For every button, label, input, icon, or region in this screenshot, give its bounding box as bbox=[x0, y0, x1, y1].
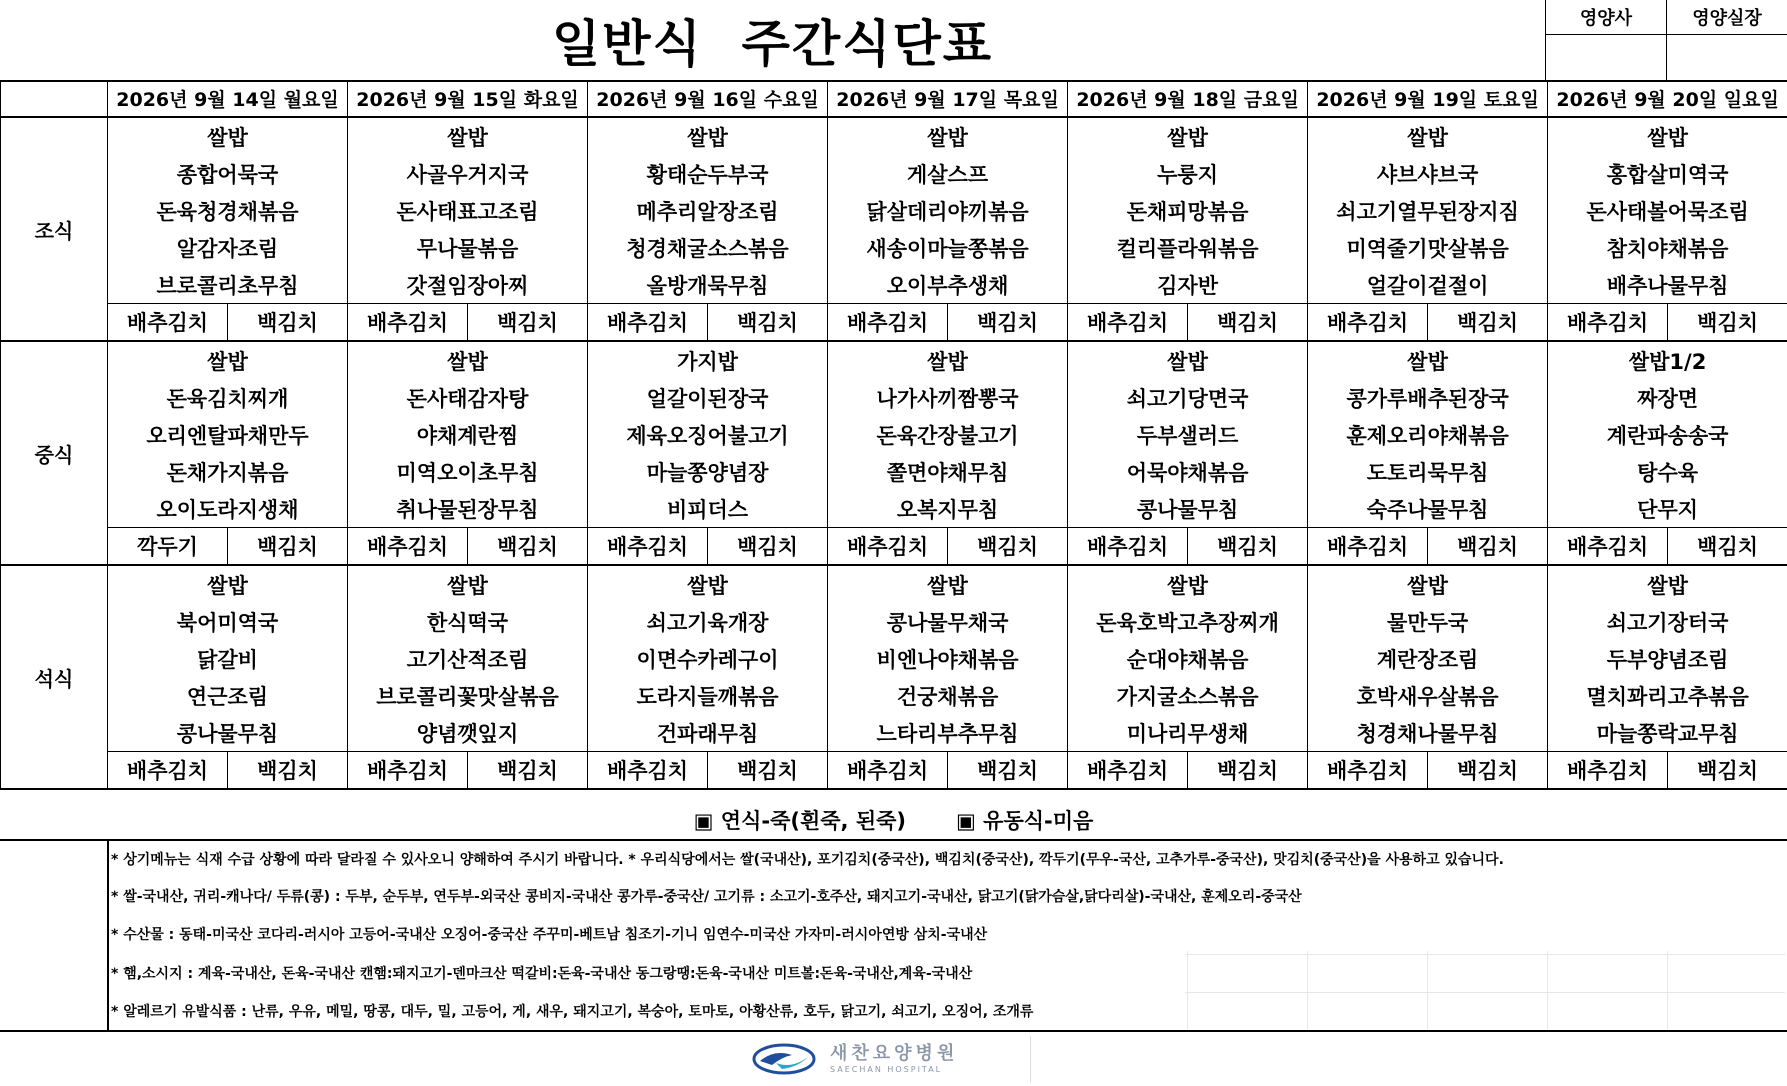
signature-label-head-dietitian: 영양실장 bbox=[1667, 0, 1787, 35]
menu-item: 쌀밥 bbox=[828, 341, 1068, 379]
menu-item: 돈사태표고조림 bbox=[348, 192, 588, 229]
menu-item: 마늘쫑양념장 bbox=[588, 453, 828, 490]
menu-row bbox=[1, 603, 1787, 640]
menu-item: 도토리묵무침 bbox=[1308, 453, 1548, 490]
menu-item: 비엔나야채볶음 bbox=[828, 640, 1068, 677]
menu-item: 두부양념조림 bbox=[1548, 640, 1787, 677]
menu-item: 게살스프 bbox=[828, 155, 1068, 192]
menu-item: 브로콜리꽃맛살볶음 bbox=[348, 677, 588, 714]
hospital-logo bbox=[726, 1036, 1031, 1082]
kimchi-item: 깍두기 bbox=[108, 528, 228, 566]
meal-label: 조식 bbox=[1, 117, 108, 341]
menu-item: 돈육김치찌개 bbox=[108, 379, 348, 416]
kimchi-item: 백김치 bbox=[228, 528, 348, 566]
menu-row bbox=[1, 640, 1787, 677]
menu-item: 건궁채볶음 bbox=[828, 677, 1068, 714]
menu-item: 쌀밥 bbox=[828, 565, 1068, 603]
note-allergens: * 알레르기 유발식품 : 난류, 우유, 메밀, 땅콩, 대두, 밀, 고등어, 게, 새우, 돼지고기, 복숭아, 토마토, 아황산류, 호두, 닭고기, 쇠고기, 오징어, 조개류 bbox=[111, 1004, 1034, 1020]
day-header: 2026년 9월 17일 목요일 bbox=[828, 81, 1068, 118]
kimchi-item: 백김치 bbox=[1668, 752, 1787, 790]
kimchi-item: 배추김치 bbox=[588, 528, 708, 566]
menu-item: 종합어묵국 bbox=[108, 155, 348, 192]
menu-item: 오이부추생채 bbox=[828, 266, 1068, 304]
menu-row bbox=[1, 490, 1787, 528]
menu-item: 쌀밥1/2 bbox=[1548, 341, 1787, 379]
menu-item: 쌀밥 bbox=[588, 117, 828, 155]
kimchi-item: 백김치 bbox=[1428, 528, 1548, 566]
menu-item: 멸치꽈리고추볶음 bbox=[1548, 677, 1787, 714]
menu-item: 쌀밥 bbox=[1308, 565, 1548, 603]
kimchi-row bbox=[1, 752, 1787, 790]
kimchi-item: 백김치 bbox=[1428, 752, 1548, 790]
menu-item: 돈육간장불고기 bbox=[828, 416, 1068, 453]
menu-row bbox=[1, 192, 1787, 229]
menu-item: 오리엔탈파채만두 bbox=[108, 416, 348, 453]
menu-item: 청경채나물무침 bbox=[1308, 714, 1548, 752]
menu-item: 쌀밥 bbox=[1308, 341, 1548, 379]
menu-item: 북어미역국 bbox=[108, 603, 348, 640]
menu-item: 돈채가지볶음 bbox=[108, 453, 348, 490]
kimchi-item: 백김치 bbox=[948, 752, 1068, 790]
menu-item: 양념깻잎지 bbox=[348, 714, 588, 752]
menu-item: 나가사끼짬뽕국 bbox=[828, 379, 1068, 416]
kimchi-item: 백김치 bbox=[948, 304, 1068, 342]
kimchi-item: 배추김치 bbox=[1548, 752, 1668, 790]
menu-item: 가지밥 bbox=[588, 341, 828, 379]
menu-item: 얼갈이겉절이 bbox=[1308, 266, 1548, 304]
note-origin-rice-meat: * 쌀-국내산, 귀리-캐나다/ 두류(콩) : 두부, 순두부, 연두부-외국산 콩비지-국내산 콩가루-중국산/ 고기류 : 소고기-호주산, 돼지고기-국내산, 닭고기(닭가슴살,닭다리살)-국내산, 훈제오리-중국산 bbox=[111, 889, 1302, 905]
menu-item: 도라지들깨볶음 bbox=[588, 677, 828, 714]
kimchi-item: 배추김치 bbox=[108, 752, 228, 790]
day-header: 2026년 9월 16일 수요일 bbox=[588, 81, 828, 118]
faint-gridline bbox=[1307, 951, 1308, 1030]
menu-item: 탕수육 bbox=[1548, 453, 1787, 490]
notes-label-cell bbox=[0, 841, 109, 1030]
day-header-row bbox=[1, 81, 1787, 118]
menu-item: 쌀밥 bbox=[1068, 341, 1308, 379]
kimchi-item: 백김치 bbox=[228, 304, 348, 342]
day-header: 2026년 9월 14일 월요일 bbox=[108, 81, 348, 118]
menu-item: 올방개묵무침 bbox=[588, 266, 828, 304]
menu-item: 참치야채볶음 bbox=[1548, 229, 1787, 266]
menu-item: 훈제오리야채볶음 bbox=[1308, 416, 1548, 453]
soft-diet-notice: ▣ 연식-죽(흰죽, 된죽) bbox=[693, 809, 907, 833]
menu-item: 콩나물무침 bbox=[1068, 490, 1308, 528]
menu-item: 미역줄기맛살볶음 bbox=[1308, 229, 1548, 266]
menu-item: 새송이마늘쫑볶음 bbox=[828, 229, 1068, 266]
meal-label: 중식 bbox=[1, 341, 108, 565]
signature-field-head-dietitian[interactable] bbox=[1667, 35, 1787, 80]
menu-item: 쌀밥 bbox=[1548, 565, 1787, 603]
diet-notice bbox=[0, 801, 1787, 841]
day-header: 2026년 9월 15일 화요일 bbox=[348, 81, 588, 118]
kimchi-item: 백김치 bbox=[1668, 304, 1787, 342]
menu-item: 두부샐러드 bbox=[1068, 416, 1308, 453]
menu-row bbox=[1, 266, 1787, 304]
kimchi-row bbox=[1, 304, 1787, 342]
page-title: 일반식 주간식단표 bbox=[551, 15, 994, 73]
menu-item: 미나리무생채 bbox=[1068, 714, 1308, 752]
kimchi-item: 백김치 bbox=[708, 528, 828, 566]
kimchi-item: 배추김치 bbox=[828, 304, 948, 342]
kimchi-item: 배추김치 bbox=[348, 304, 468, 342]
menu-item: 짜장면 bbox=[1548, 379, 1787, 416]
day-header: 2026년 9월 18일 금요일 bbox=[1068, 81, 1308, 118]
menu-item: 순대야채볶음 bbox=[1068, 640, 1308, 677]
menu-row bbox=[1, 155, 1787, 192]
faint-gridline bbox=[1667, 951, 1668, 1030]
kimchi-item: 배추김치 bbox=[108, 304, 228, 342]
menu-item: 컬리플라워볶음 bbox=[1068, 229, 1308, 266]
kimchi-item: 백김치 bbox=[468, 528, 588, 566]
corner-cell bbox=[1, 81, 108, 118]
kimchi-row bbox=[1, 528, 1787, 566]
menu-item: 청경채굴소스볶음 bbox=[588, 229, 828, 266]
kimchi-item: 배추김치 bbox=[1548, 304, 1668, 342]
menu-item: 쌀밥 bbox=[348, 341, 588, 379]
menu-item: 무나물볶음 bbox=[348, 229, 588, 266]
menu-item: 쇠고기장터국 bbox=[1548, 603, 1787, 640]
menu-item: 취나물된장무침 bbox=[348, 490, 588, 528]
menu-item: 연근조림 bbox=[108, 677, 348, 714]
menu-item: 쇠고기육개장 bbox=[588, 603, 828, 640]
kimchi-item: 배추김치 bbox=[348, 752, 468, 790]
faint-gridline bbox=[1427, 951, 1428, 1030]
menu-item: 미역오이초무침 bbox=[348, 453, 588, 490]
faint-gridline bbox=[1185, 992, 1785, 993]
kimchi-item: 배추김치 bbox=[1548, 528, 1668, 566]
kimchi-item: 백김치 bbox=[1428, 304, 1548, 342]
menu-item: 황태순두부국 bbox=[588, 155, 828, 192]
kimchi-item: 백김치 bbox=[1188, 528, 1308, 566]
menu-item: 알감자조림 bbox=[108, 229, 348, 266]
menu-item: 메추리알장조림 bbox=[588, 192, 828, 229]
menu-item: 돈육호박고추장찌개 bbox=[1068, 603, 1308, 640]
menu-row bbox=[1, 229, 1787, 266]
liquid-diet-notice: ▣ 유동식-미음 bbox=[956, 809, 1094, 833]
kimchi-item: 백김치 bbox=[468, 752, 588, 790]
menu-item: 브로콜리초무침 bbox=[108, 266, 348, 304]
menu-item: 쌀밥 bbox=[348, 117, 588, 155]
menu-item: 김자반 bbox=[1068, 266, 1308, 304]
hospital-name-en: SAECHAN HOSPITAL bbox=[830, 1064, 943, 1074]
menu-item: 쇠고기열무된장지짐 bbox=[1308, 192, 1548, 229]
menu-item: 단무지 bbox=[1548, 490, 1787, 528]
menu-item: 누룽지 bbox=[1068, 155, 1308, 192]
kimchi-item: 백김치 bbox=[1188, 752, 1308, 790]
menu-item: 마늘쫑락교무침 bbox=[1548, 714, 1787, 752]
signature-field-dietitian[interactable] bbox=[1546, 35, 1666, 80]
menu-item: 쌀밥 bbox=[348, 565, 588, 603]
note-origin-ham: * 햄,소시지 : 계육-국내산, 돈육-국내산 캔햄:돼지고기-덴마크산 떡갈비:돈육-국내산 동그랑땡:돈육-국내산 미트볼:돈육-국내산,계육-국내산 bbox=[111, 966, 973, 982]
menu-row bbox=[1, 453, 1787, 490]
kimchi-item: 백김치 bbox=[468, 304, 588, 342]
menu-item: 호박새우살볶음 bbox=[1308, 677, 1548, 714]
faint-gridline bbox=[1185, 954, 1785, 955]
kimchi-item: 백김치 bbox=[228, 752, 348, 790]
menu-item: 배추나물무침 bbox=[1548, 266, 1787, 304]
menu-item: 홍합살미역국 bbox=[1548, 155, 1787, 192]
kimchi-item: 배추김치 bbox=[1308, 752, 1428, 790]
notes-section bbox=[0, 841, 1787, 1032]
menu-item: 얼갈이된장국 bbox=[588, 379, 828, 416]
menu-item: 쌀밥 bbox=[1548, 117, 1787, 155]
menu-item: 돈사태볼어묵조림 bbox=[1548, 192, 1787, 229]
kimchi-item: 배추김치 bbox=[348, 528, 468, 566]
menu-item: 어묵야채볶음 bbox=[1068, 453, 1308, 490]
menu-item: 계란파송송국 bbox=[1548, 416, 1787, 453]
day-header: 2026년 9월 20일 일요일 bbox=[1548, 81, 1787, 118]
menu-item: 느타리부추무침 bbox=[828, 714, 1068, 752]
menu-item: 오복지무침 bbox=[828, 490, 1068, 528]
kimchi-item: 배추김치 bbox=[1068, 752, 1188, 790]
menu-row bbox=[1, 117, 1787, 155]
menu-item: 콩나물무채국 bbox=[828, 603, 1068, 640]
menu-item: 쌀밥 bbox=[588, 565, 828, 603]
faint-gridline bbox=[1187, 951, 1188, 1030]
menu-item: 건파래무침 bbox=[588, 714, 828, 752]
kimchi-item: 백김치 bbox=[1668, 528, 1787, 566]
menu-item: 쌀밥 bbox=[1068, 117, 1308, 155]
menu-item: 콩나물무침 bbox=[108, 714, 348, 752]
menu-item: 닭살데리야끼볶음 bbox=[828, 192, 1068, 229]
kimchi-item: 백김치 bbox=[708, 304, 828, 342]
menu-item: 쇠고기당면국 bbox=[1068, 379, 1308, 416]
kimchi-item: 배추김치 bbox=[1068, 528, 1188, 566]
title-row bbox=[0, 0, 1787, 82]
kimchi-item: 배추김치 bbox=[1308, 528, 1428, 566]
menu-item: 제육오징어불고기 bbox=[588, 416, 828, 453]
menu-item: 샤브샤브국 bbox=[1308, 155, 1548, 192]
menu-item: 오이도라지생채 bbox=[108, 490, 348, 528]
kimchi-item: 백김치 bbox=[1188, 304, 1308, 342]
approval-box bbox=[1545, 0, 1787, 80]
menu-row bbox=[1, 416, 1787, 453]
kimchi-item: 백김치 bbox=[948, 528, 1068, 566]
hospital-logo-icon bbox=[752, 1043, 816, 1075]
note-origin-seafood: * 수산물 : 동태-미국산 코다리-러시아 고등어-국내산 오징어-중국산 주꾸미-베트남 침조기-기니 임연수-미국산 가자미-러시아연방 삼치-국내산 bbox=[111, 927, 988, 943]
kimchi-item: 배추김치 bbox=[1068, 304, 1188, 342]
menu-item: 숙주나물무침 bbox=[1308, 490, 1548, 528]
menu-item: 돈사태감자탕 bbox=[348, 379, 588, 416]
menu-item: 콩가루배추된장국 bbox=[1308, 379, 1548, 416]
kimchi-item: 배추김치 bbox=[588, 752, 708, 790]
menu-item: 고기산적조림 bbox=[348, 640, 588, 677]
kimchi-item: 배추김치 bbox=[1308, 304, 1428, 342]
menu-item: 갓절임장아찌 bbox=[348, 266, 588, 304]
menu-item: 쌀밥 bbox=[108, 341, 348, 379]
faint-gridline bbox=[1547, 951, 1548, 1030]
signature-label-dietitian: 영양사 bbox=[1546, 0, 1666, 35]
menu-row bbox=[1, 379, 1787, 416]
menu-item: 사골우거지국 bbox=[348, 155, 588, 192]
menu-item: 비피더스 bbox=[588, 490, 828, 528]
menu-item: 돈채피망볶음 bbox=[1068, 192, 1308, 229]
day-header: 2026년 9월 19일 토요일 bbox=[1308, 81, 1548, 118]
menu-item: 쌀밥 bbox=[828, 117, 1068, 155]
menu-item: 닭갈비 bbox=[108, 640, 348, 677]
menu-item: 쌀밥 bbox=[1068, 565, 1308, 603]
menu-item: 야채계란찜 bbox=[348, 416, 588, 453]
menu-table bbox=[0, 80, 1787, 790]
kimchi-item: 배추김치 bbox=[828, 752, 948, 790]
menu-row bbox=[1, 341, 1787, 379]
kimchi-item: 백김치 bbox=[708, 752, 828, 790]
menu-row bbox=[1, 714, 1787, 752]
meal-label: 석식 bbox=[1, 565, 108, 789]
kimchi-item: 배추김치 bbox=[828, 528, 948, 566]
menu-item: 물만두국 bbox=[1308, 603, 1548, 640]
menu-item: 한식떡국 bbox=[348, 603, 588, 640]
hospital-name: 새찬요양병원 bbox=[830, 1042, 959, 1064]
menu-item: 돈육청경채볶음 bbox=[108, 192, 348, 229]
menu-item: 가지굴소스볶음 bbox=[1068, 677, 1308, 714]
menu-item: 쫄면야채무침 bbox=[828, 453, 1068, 490]
menu-item: 이면수카레구이 bbox=[588, 640, 828, 677]
menu-row bbox=[1, 565, 1787, 603]
menu-item: 계란장조림 bbox=[1308, 640, 1548, 677]
menu-row bbox=[1, 677, 1787, 714]
menu-item: 쌀밥 bbox=[108, 117, 348, 155]
note-menu-change: * 상기메뉴는 식재 수급 상황에 따라 달라질 수 있사오니 양해하여 주시기 바랍니다. * 우리식당에서는 쌀(국내산), 포기김치(중국산), 백김치(중국산), 깍두기(무우-국산, 고추가루-중국산), 맛김치(중국산)을 사용하고 있습니다. bbox=[111, 852, 1504, 868]
menu-item: 쌀밥 bbox=[1308, 117, 1548, 155]
kimchi-item: 배추김치 bbox=[588, 304, 708, 342]
menu-item: 쌀밥 bbox=[108, 565, 348, 603]
